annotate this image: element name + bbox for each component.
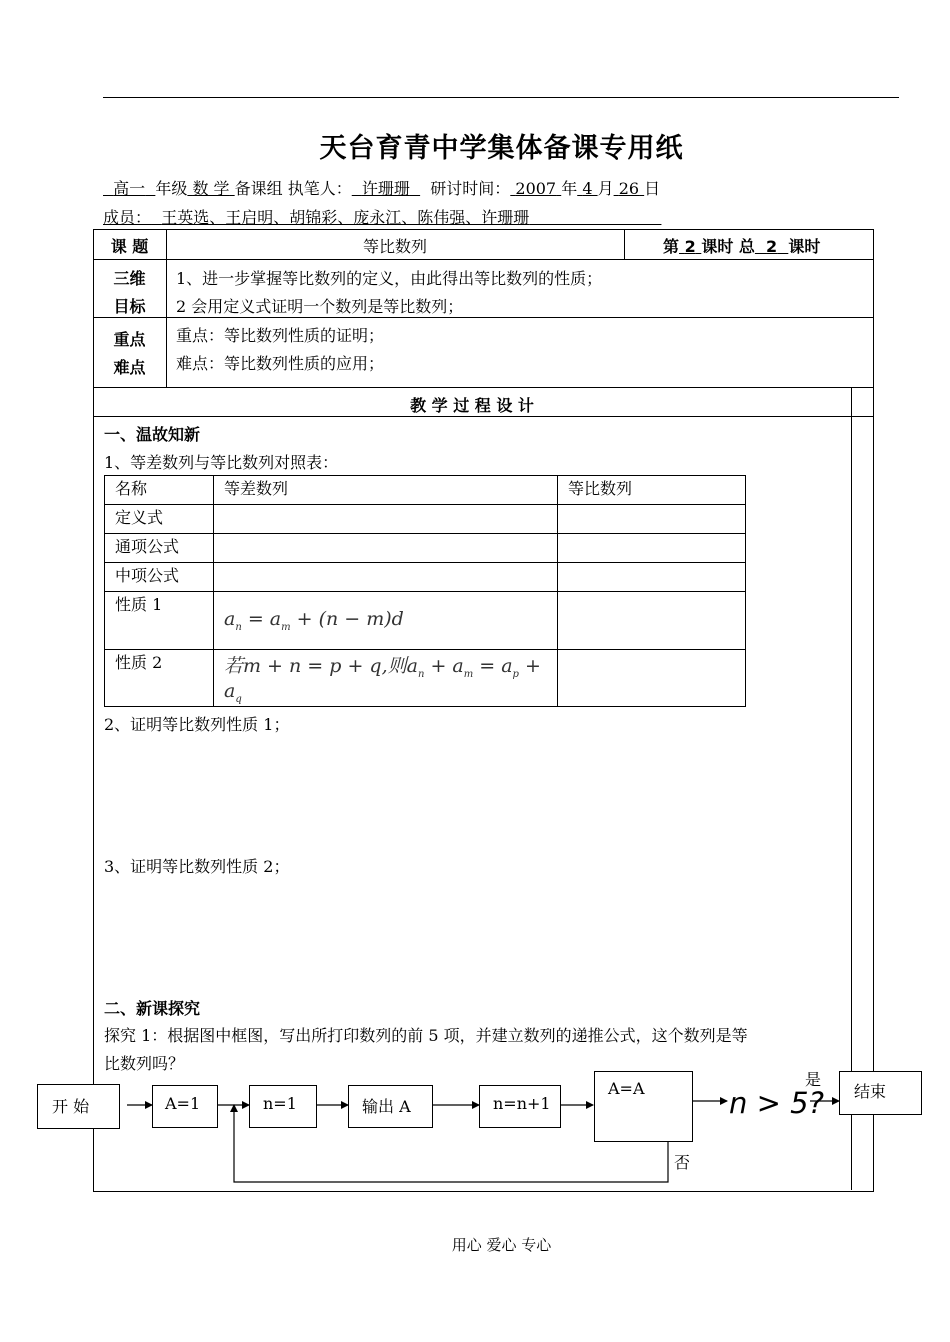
day: 26 (618, 179, 640, 198)
research-label: 研讨时间： (430, 179, 511, 198)
table-header-cell: 等比数列 (558, 476, 746, 505)
grade: 高一 (113, 179, 146, 198)
goals: 1、进一步掌握等比数列的定义，由此得出等比数列的性质； 2 会用定义式证明一个数列是等比数列； (176, 269, 603, 316)
flow-step-output: 输出 A (348, 1085, 433, 1128)
flow-step-n-init: n=1 (249, 1085, 317, 1128)
lesson-count: 第 2 课时 总 2 课时 (663, 237, 821, 256)
property-1-formula: $a_n = a_m + (n - m)d$ (214, 592, 558, 650)
table-header-cell: 名称 (105, 476, 214, 505)
row-label: 性质 2 (105, 650, 214, 707)
members: 成员： 王英选、王启明、胡锦彩、庞永江、陈伟强、许珊珊 (103, 208, 530, 227)
flow-condition: n > 5? (729, 1086, 824, 1120)
year: 2007 (515, 179, 557, 198)
yes-label: 是 (805, 1070, 822, 1089)
goals-label: 三维 目标 (113, 269, 146, 316)
key-points-label: 重点 难点 (113, 330, 146, 377)
comparison-title: 1、等差数列与等比数列对照表： (104, 453, 339, 472)
property-2-formula: 若m + n = p + q,则$a_n + a_m = a_p + a_q$ (214, 650, 558, 707)
page-footer: 用心 爱心 专心 (451, 1236, 552, 1254)
flow-step-a-init: A=1 (152, 1085, 218, 1128)
page-title: 天台育青中学集体备课专用纸 (319, 133, 684, 164)
day-suffix: 日 (644, 179, 661, 198)
proof-task-2: 3、证明等比数列性质 2； (104, 857, 290, 876)
design-header: 教 学 过 程 设 计 (410, 396, 534, 415)
month-suffix: 月 (597, 179, 614, 198)
section-heading: 二、新课探究 (104, 999, 201, 1018)
row-label: 性质 1 (105, 592, 214, 650)
topic-value: 等比数列 (362, 237, 427, 256)
year-suffix: 年 (561, 179, 578, 198)
section-heading: 一、温故知新 (104, 425, 201, 444)
flow-step-increment: n=n+1 (479, 1085, 561, 1128)
grade-suffix: 年级 (155, 179, 188, 198)
table-header-cell: 等差数列 (214, 476, 558, 505)
subject: 数 学 (192, 179, 230, 198)
row-label: 定义式 (105, 505, 214, 534)
month: 4 (582, 179, 593, 198)
row-label: 中项公式 (105, 563, 214, 592)
flow-step-update: A=A (594, 1071, 693, 1142)
row-label: 通项公式 (105, 534, 214, 563)
topic-label: 课 题 (110, 237, 149, 256)
key-points: 重点：等比数列性质的证明； 难点：等比数列性质的应用； (176, 326, 385, 373)
flow-start: 开 始 (37, 1084, 120, 1129)
group-label: 备课组 执笔人： (234, 179, 352, 198)
no-label: 否 (674, 1153, 691, 1172)
explore-question: 探究 1：根据图中框图，写出所打印数列的前 5 项，并建立数列的递推公式，这个数列是等 比数列吗？ (104, 1026, 748, 1073)
proof-task-1: 2、证明等比数列性质 1； (104, 715, 290, 734)
flow-end: 结束 (839, 1071, 922, 1115)
author: 许珊珊 (361, 179, 410, 198)
